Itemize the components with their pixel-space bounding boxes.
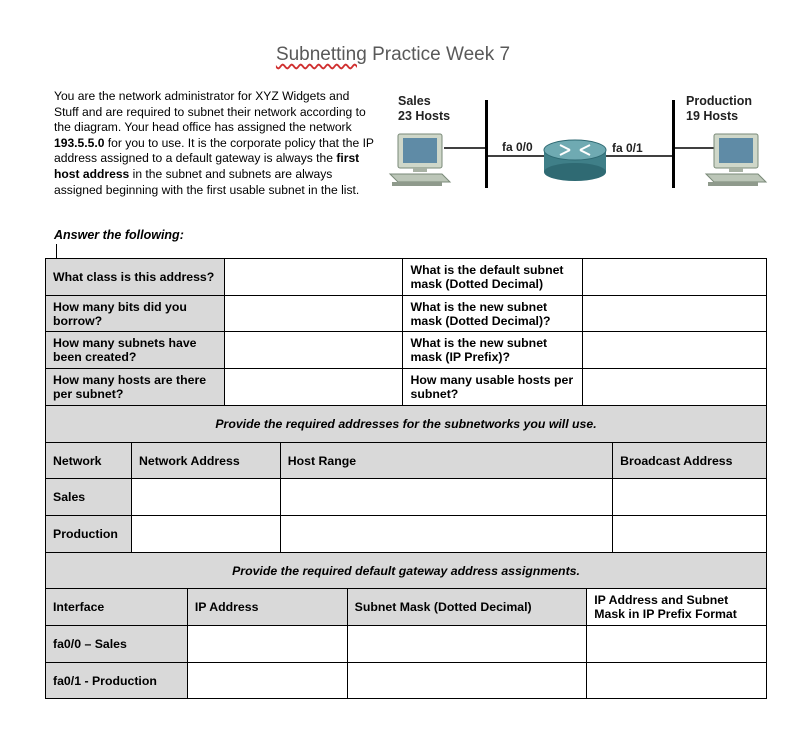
answer-cell[interactable] <box>224 259 403 296</box>
intro-network: 193.5.5.0 <box>54 135 105 150</box>
diagram-graphics <box>384 90 786 200</box>
answer-cell[interactable] <box>224 369 403 406</box>
row-label: fa0/0 – Sales <box>46 626 188 663</box>
table-row <box>46 479 767 516</box>
answer-cell[interactable] <box>583 332 767 369</box>
answer-cell[interactable] <box>131 479 280 516</box>
column-header: IP Address and Subnet Mask in IP Prefix Format <box>587 589 767 626</box>
answer-cell[interactable] <box>280 479 612 516</box>
answer-cell[interactable] <box>587 663 767 699</box>
subnets-table <box>45 405 767 553</box>
question-label: What is the default subnet mask (Dotted Decimal) <box>403 259 583 296</box>
answer-cell[interactable] <box>583 369 767 406</box>
production-switch-bar <box>672 100 675 188</box>
intro-paragraph <box>54 89 376 198</box>
port-fa01-label: fa 0/1 <box>612 141 643 155</box>
network-diagram <box>384 90 786 200</box>
answer-cell[interactable] <box>224 296 403 332</box>
sales-computer-icon <box>390 134 450 186</box>
table-row <box>46 516 767 553</box>
row-label: Sales <box>46 479 132 516</box>
answer-cell[interactable] <box>583 296 767 332</box>
answer-heading: Answer the following: <box>54 228 184 242</box>
answer-cell[interactable] <box>347 626 587 663</box>
column-header: Subnet Mask (Dotted Decimal) <box>347 589 587 626</box>
production-name: Production <box>686 94 752 108</box>
question-row <box>46 259 767 296</box>
row-label: Production <box>46 516 132 553</box>
answer-cell[interactable] <box>587 626 767 663</box>
column-header: Network Address <box>131 443 280 479</box>
gateways-banner: Provide the required default gateway address assignments. <box>46 553 767 589</box>
answer-cell[interactable] <box>347 663 587 699</box>
answer-cell[interactable] <box>131 516 280 553</box>
intro-text-3: in the subnet and subnets are always assigned beginning with the first usable subnet in the list. <box>54 166 360 197</box>
title-rest: Practice Week 7 <box>366 44 511 65</box>
question-label: How many usable hosts per subnet? <box>403 369 583 406</box>
table-row <box>46 663 767 699</box>
question-row <box>46 296 767 332</box>
questions-table <box>45 258 767 406</box>
answer-cell[interactable] <box>613 516 767 553</box>
answer-cell[interactable] <box>224 332 403 369</box>
column-header: Host Range <box>280 443 612 479</box>
table-row <box>46 626 767 663</box>
question-row <box>46 369 767 406</box>
column-header: Broadcast Address <box>613 443 767 479</box>
intro-text-2: for you to use. It is the corporate policy that the IP address assigned to a default gateway is always the <box>54 135 374 166</box>
port-fa00-label: fa 0/0 <box>502 140 533 154</box>
answer-cell[interactable] <box>280 516 612 553</box>
subnets-banner: Provide the required addresses for the subnetworks you will use. <box>46 406 767 443</box>
question-label: What is the new subnet mask (IP Prefix)? <box>403 332 583 369</box>
sales-hosts: 23 Hosts <box>398 109 451 123</box>
title-spellcheck-word: Subnetting <box>275 44 367 65</box>
production-computer-icon <box>706 134 766 186</box>
subnets-header-row <box>46 443 767 479</box>
gateways-header-row <box>46 589 767 626</box>
column-header: IP Address <box>187 589 347 626</box>
sales-name: Sales <box>398 94 431 108</box>
question-label: How many subnets have been created? <box>46 332 225 369</box>
production-hosts: 19 Hosts <box>686 109 739 123</box>
gateways-table <box>45 552 767 699</box>
intro-text-1: You are the network administrator for XYZ Widgets and Stuff and are required to subnet their network according to the diagram. Your head office has assigned the network <box>54 89 366 135</box>
row-label: fa0/1 - Production <box>46 663 188 699</box>
question-row <box>46 332 767 369</box>
answer-cell[interactable] <box>613 479 767 516</box>
column-header: Interface <box>46 589 188 626</box>
gateways-banner-row <box>46 553 767 589</box>
text-cursor <box>56 244 57 258</box>
question-label: What class is this address? <box>46 259 225 296</box>
answer-cell[interactable] <box>187 663 347 699</box>
intro-first-host: first host address <box>54 151 360 181</box>
question-label: What is the new subnet mask (Dotted Decimal)? <box>403 296 583 332</box>
subnets-banner-row <box>46 406 767 443</box>
question-label: How many bits did you borrow? <box>46 296 225 332</box>
page-title <box>0 44 786 66</box>
router-icon <box>544 140 606 181</box>
question-label: How many hosts are there per subnet? <box>46 369 225 406</box>
sales-switch-bar <box>485 100 488 188</box>
column-header: Network <box>46 443 132 479</box>
answer-cell[interactable] <box>187 626 347 663</box>
answer-cell[interactable] <box>583 259 767 296</box>
